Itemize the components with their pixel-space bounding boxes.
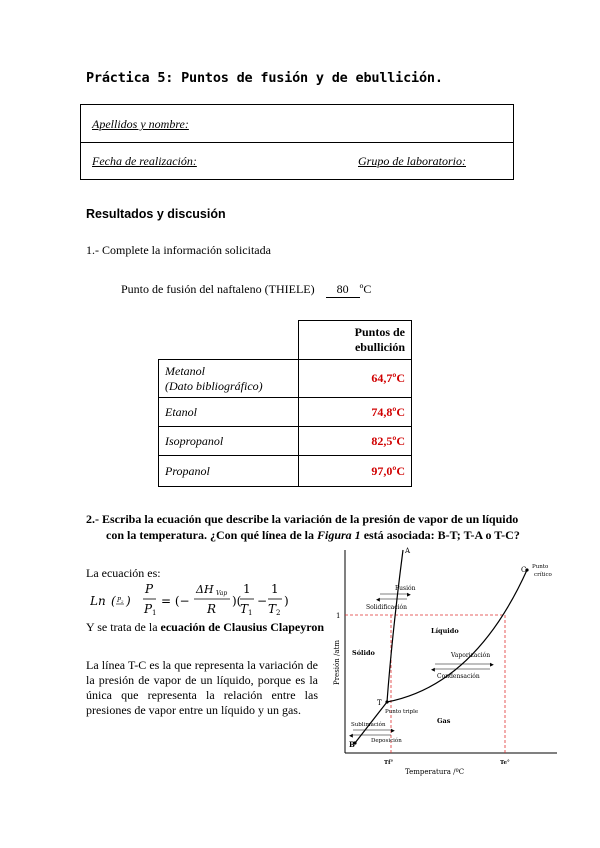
label-solidification: Solidificación — [366, 604, 408, 611]
svg-text:Ln: Ln — [90, 594, 106, 608]
svg-text:▶: ▶ — [391, 728, 395, 734]
label-t: T — [377, 699, 382, 707]
svg-text:▶: ▶ — [407, 592, 411, 598]
triple-point-marker — [385, 700, 388, 703]
boiling-value: 74,8ºC — [299, 398, 412, 427]
label-tf: Tf° — [384, 760, 394, 766]
label-sublimation: Sublimación — [351, 722, 386, 728]
label-one: 1 — [336, 612, 341, 620]
fusion-label: Punto de fusión del naftaleno (THIELE) — [121, 282, 315, 296]
question-2: 2.- Escriba la ecuación que describe la variación de la presión de vapor de un líquido con la temperatura. ¿Con qué línea de la Figura 1 está asociada: B-T; T-A o T-C? — [86, 512, 520, 542]
svg-text:): ) — [284, 594, 289, 608]
table-row — [159, 427, 412, 456]
compound-name: Etanol — [159, 398, 299, 427]
clausius-equation — [90, 582, 300, 618]
label-fusion: Fusión — [395, 585, 416, 592]
table-header-row — [159, 321, 412, 360]
name-label: Apellidos y nombre: — [92, 117, 189, 131]
label-a: A — [405, 547, 411, 555]
label-critical-2: crítico — [534, 572, 552, 578]
svg-text:= (−: = (− — [161, 594, 190, 608]
student-info-box — [80, 104, 514, 180]
compound-name: Isopropanol — [159, 427, 299, 456]
question-1: 1.- Complete la información solicitada — [86, 243, 271, 257]
table-corner — [159, 321, 299, 360]
svg-text:2: 2 — [276, 609, 281, 617]
x-axis-label: Temperatura /ºC — [405, 768, 465, 776]
svg-text:)(: )( — [232, 594, 242, 608]
fusion-point-line — [121, 282, 371, 298]
fusion-unit: ºC — [359, 282, 372, 296]
compound-name: Metanol (Dato bibliográfico) — [159, 360, 299, 398]
compound-name: Propanol — [159, 456, 299, 487]
svg-text:T: T — [268, 602, 277, 616]
page-title: Práctica 5: Puntos de fusión y de ebullición. — [86, 70, 443, 86]
table-row — [159, 360, 412, 398]
svg-text:R: R — [207, 602, 217, 616]
label-triple-point: Punto triple — [385, 709, 419, 715]
label-condensation: Condensación — [437, 673, 480, 680]
svg-text:▶: ▶ — [490, 662, 494, 668]
boiling-value: 64,7ºC — [299, 360, 412, 398]
svg-text:P: P — [144, 602, 153, 616]
y-axis-label: Presión /atm — [333, 640, 341, 685]
fusion-curve — [387, 550, 403, 702]
equation-label: La ecuación es: — [86, 566, 161, 580]
svg-text:Vap: Vap — [216, 590, 228, 597]
section-heading: Resultados y discusión — [86, 207, 226, 221]
svg-text:◀: ◀ — [349, 733, 353, 739]
svg-text:2: 2 — [121, 599, 124, 604]
label-critical-1: Punto — [532, 564, 549, 570]
date-label: Fecha de realización: — [92, 154, 197, 168]
label-c: C — [521, 566, 527, 574]
svg-text:T: T — [240, 602, 249, 616]
label-liquid: Líquido — [431, 627, 459, 635]
svg-text:1: 1 — [271, 582, 279, 596]
equation-name: Y se trata de la ecuación de Clausius Clapeyron — [86, 620, 324, 634]
label-b: B — [349, 740, 355, 749]
svg-text:(: ( — [111, 594, 116, 608]
svg-text:◀: ◀ — [376, 597, 380, 603]
svg-text:1: 1 — [243, 582, 251, 596]
table-row — [159, 456, 412, 487]
answer-paragraph: La línea T-C es la que representa la variación de la presión de vapor de un líquido, porque es la única que representa la relación entre las presiones de vapor entre un líquido y un gas. — [86, 658, 318, 717]
svg-text:P: P — [145, 582, 154, 596]
svg-text:1: 1 — [152, 609, 157, 617]
label-deposition: Deposición — [371, 738, 402, 744]
phase-diagram — [325, 545, 565, 777]
label-vaporization: Vaporización — [451, 652, 491, 659]
svg-text:ΔH: ΔH — [196, 583, 214, 596]
svg-text:−: − — [257, 594, 268, 608]
svg-text:◀: ◀ — [431, 667, 435, 673]
table-header: Puntos de ebullición — [299, 321, 412, 360]
label-gas: Gas — [437, 717, 451, 725]
name-row — [81, 105, 513, 143]
boiling-points-table — [158, 320, 412, 487]
fusion-value: 80 — [326, 282, 360, 298]
boiling-value: 97,0ºC — [299, 456, 412, 487]
label-te: Te° — [500, 760, 510, 766]
group-label: Grupo de laboratorio: — [358, 154, 466, 168]
svg-text:): ) — [126, 594, 131, 608]
boiling-value: 82,5ºC — [299, 427, 412, 456]
svg-text:P: P — [117, 597, 122, 604]
label-solid: Sólido — [352, 649, 375, 657]
table-row — [159, 398, 412, 427]
svg-text:1: 1 — [248, 609, 253, 617]
